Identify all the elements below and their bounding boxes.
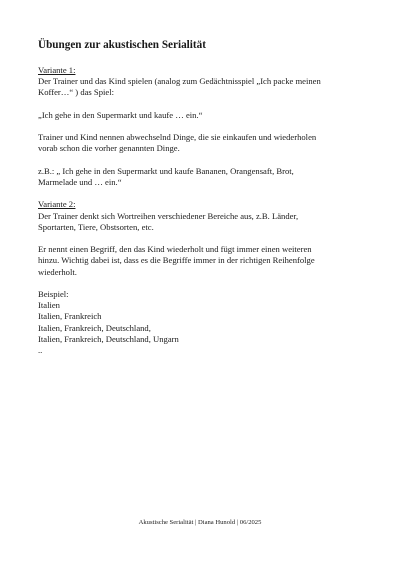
- variant2-description-line-2: hinzu. Wichtig dabei ist, dass es die Begriffe immer in der richtigen Reihenfolge: [38, 255, 315, 266]
- page-footer: Akustische Serialität | Diana Hunold | 06/2025: [138, 519, 262, 526]
- variant1-heading: Variante 1:: [38, 65, 76, 75]
- variant1-text-line-2: Koffer…“ ) das Spiel:: [38, 87, 114, 98]
- variant1-description-line-1: Trainer und Kind nennen abwechselnd Dinge, die sie einkaufen und wiederholen: [38, 132, 317, 143]
- example-row: Italien, Frankreich: [38, 311, 102, 322]
- example-row: Italien, Frankreich, Deutschland,: [38, 322, 151, 333]
- variant2-heading: Variante 2:: [38, 199, 76, 210]
- example-row: Italien: [38, 300, 60, 311]
- variant2-text-line-2: Sportarten, Tiere, Obstsorten, etc.: [38, 221, 154, 232]
- example-heading: Beispiel:: [38, 288, 69, 299]
- variant2-description-line-1: Er nennt einen Begriff, den das Kind wiederholt und fügt immer einen weiteren: [38, 244, 312, 255]
- document-title: Übungen zur akustischen Serialität: [38, 39, 206, 51]
- variant2-description-line-3: wiederholt.: [38, 266, 77, 277]
- variant1-text-line-1: Der Trainer und das Kind spielen (analog zum Gedächtnisspiel „Ich packe meinen: [38, 76, 321, 87]
- variant1-quote: „Ich gehe in den Supermarkt und kaufe … ein.“: [38, 109, 203, 120]
- variant2-text-line-1: Der Trainer denkt sich Wortreihen verschiedener Bereiche aus, z.B. Länder,: [38, 210, 299, 221]
- variant1-example-line-1: z.B.: „ Ich gehe in den Supermarkt und kaufe Bananen, Orangensaft, Brot,: [38, 165, 294, 176]
- example-row-ellipsis: ..: [38, 344, 43, 355]
- document-body: [38, 38, 368, 356]
- variant1-description-line-2: vorab schon die vorher genannten Dinge.: [38, 143, 180, 154]
- variant1-example-line-2: Marmelade und … ein.“: [38, 176, 122, 187]
- example-row: Italien, Frankreich, Deutschland, Ungarn: [38, 333, 179, 344]
